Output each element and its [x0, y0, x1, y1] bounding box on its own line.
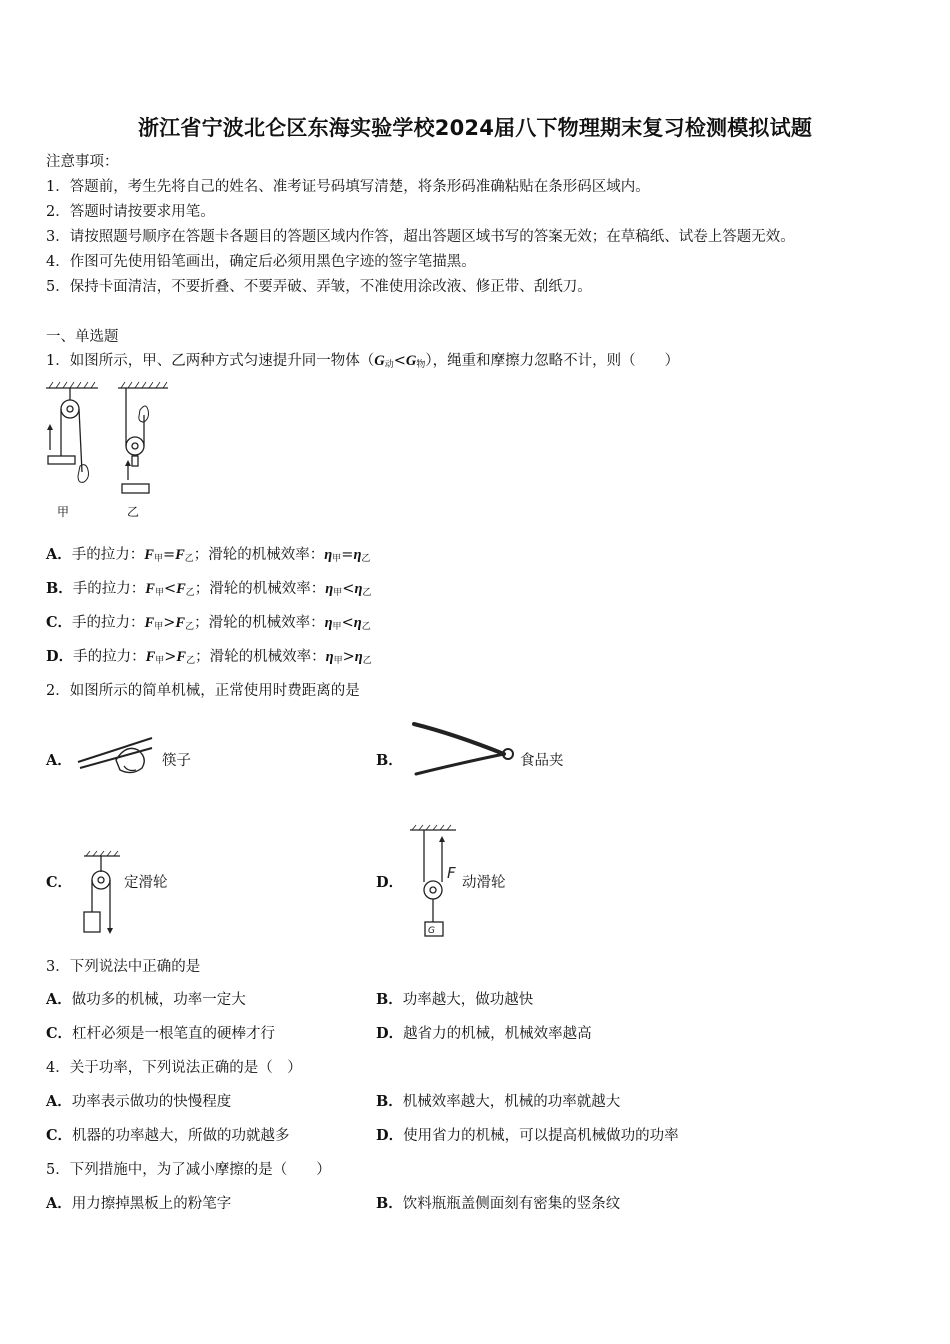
q2-option-b-text: 食品夹	[520, 753, 564, 769]
q2-option-c-label[interactable]: C．	[46, 874, 73, 891]
q4-option-a[interactable]: A．功率表示做功的快慢程度	[46, 1093, 232, 1110]
q2-option-d-label[interactable]: D．	[376, 874, 404, 891]
q2-option-c-text: 定滑轮	[124, 875, 168, 891]
notice-item: 1．答题前，考生先将自己的姓名、准考证号码填写清楚，将条形码准确粘贴在条形码区域内。	[46, 179, 650, 195]
q4-option-d[interactable]: D．使用省力的机械，可以提高机械做功的功率	[376, 1127, 679, 1144]
notice-item: 3．请按照题号顺序在答题卡各题目的答题区域内作答，超出答题区域书写的答案无效；在草稿纸、试卷上答题无效。	[46, 229, 795, 245]
arrow-up-icon	[47, 424, 53, 430]
q2-option-a-label[interactable]: A．	[46, 752, 72, 769]
arrow-up-icon	[125, 460, 131, 466]
q3-option-c[interactable]: C．杠杆必须是一根笔直的硬棒才行	[46, 1025, 276, 1042]
q5-option-a[interactable]: A．用力擦掉黑板上的粉笔字	[46, 1195, 232, 1212]
q3-option-b[interactable]: B．功率越大，做功越快	[376, 991, 534, 1008]
food-tongs-image	[406, 718, 518, 782]
force-label: F	[447, 864, 456, 882]
arrow-up-icon	[439, 836, 445, 842]
notice-heading: 注意事项：	[46, 154, 119, 170]
q2-option-b-label[interactable]: B．	[376, 752, 403, 769]
figure-label-jia: 甲	[57, 505, 70, 519]
movable-pulley-image	[406, 824, 462, 942]
section-heading: 一、单选题	[46, 329, 119, 345]
q1-option-a[interactable]: A．手的拉力：$F_甲=F_乙$；滑轮的机械效率：$\eta_甲=\eta_乙$	[46, 546, 371, 564]
q2-option-d-text: 动滑轮	[462, 875, 506, 891]
question-2-stem: 2．如图所示的简单机械，正常使用时费距离的是	[46, 683, 360, 699]
notice-item: 5．保持卡面清洁，不要折叠、不要弄破、弄皱，不准使用涂改液、修正带、刮纸刀。	[46, 279, 592, 295]
question-4-stem: 4．关于功率，下列说法正确的是（ ）	[46, 1060, 302, 1076]
notice-item: 4．作图可先使用铅笔画出，确定后必须用黑色字迹的签字笔描黑。	[46, 254, 476, 270]
fixed-pulley-image	[80, 850, 124, 936]
page-title: 浙江省宁波北仑区东海实验学校2024届八下物理期末复习检测模拟试题	[137, 116, 813, 140]
q4-option-c[interactable]: C．机器的功率越大，所做的功就越多	[46, 1127, 290, 1144]
notice-item: 2．答题时请按要求用笔。	[46, 204, 215, 220]
figure-label-yi: 乙	[127, 505, 140, 519]
q5-option-b[interactable]: B．饮料瓶瓶盖侧面刻有密集的竖条纹	[376, 1195, 621, 1212]
q3-option-a[interactable]: A．做功多的机械，功率一定大	[46, 991, 246, 1008]
q2-option-a-text: 筷子	[162, 753, 191, 769]
question-5-stem: 5．下列措施中，为了减小摩擦的是（ ）	[46, 1162, 331, 1178]
weight-label: G	[428, 926, 435, 936]
chopsticks-image	[76, 730, 156, 780]
q4-option-b[interactable]: B．机械效率越大，机械的功率就越大	[376, 1093, 621, 1110]
q1-option-b[interactable]: B．手的拉力：$F_甲<F_乙$；滑轮的机械效率：$\eta_甲<\eta_乙$	[46, 580, 372, 598]
q1-option-d[interactable]: D．手的拉力：$F_甲>F_乙$；滑轮的机械效率：$\eta_甲>\eta_乙$	[46, 648, 372, 666]
q1-option-c[interactable]: C．手的拉力：$F_甲>F_乙$；滑轮的机械效率：$\eta_甲<\eta_乙$	[46, 614, 371, 632]
hand-icon	[78, 465, 89, 483]
arrow-down-icon	[107, 928, 113, 934]
question-1-stem: 1．如图所示，甲、乙两种方式匀速提升同一物体$(G_动<G_物)$，绳重和摩擦力忽略不计，则（ ）	[46, 353, 680, 370]
pulley-figure-q1	[40, 380, 170, 520]
q3-option-d[interactable]: D．越省力的机械，机械效率越高	[376, 1025, 592, 1042]
question-3-stem: 3．下列说法中正确的是	[46, 959, 201, 975]
